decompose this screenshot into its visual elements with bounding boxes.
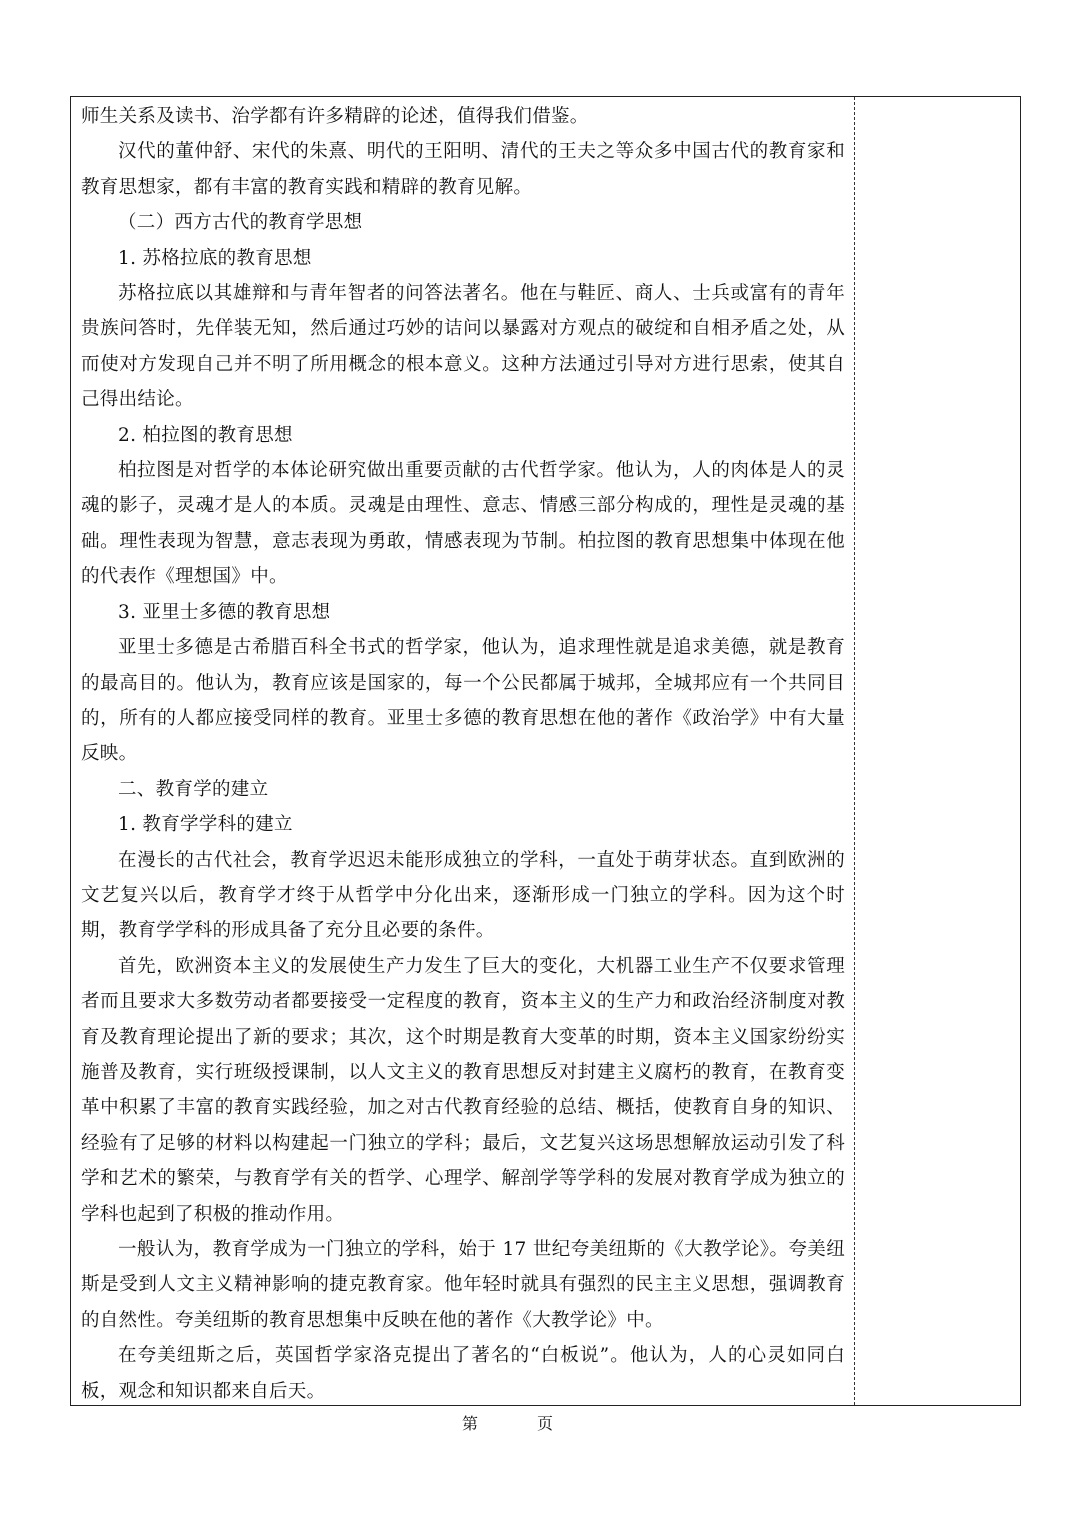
footer-page-prefix: 第 bbox=[462, 1414, 479, 1433]
subsection-heading: 3. 亚里士多德的教育思想 bbox=[118, 601, 331, 623]
paragraph: 柏拉图是对哲学的本体论研究做出重要贡献的古代哲学家。他认为，人的肉体是人的灵魂的影子，灵魂才是人的本质。灵魂是由理性、意志、情感三部分构成的，理性是灵魂的基础。理性表现为智慧，意志表现为勇敢，情感表现为节制。柏拉图的教育思想集中体现在他的代表作《理想国》中。 bbox=[81, 460, 845, 588]
page-table bbox=[70, 96, 1021, 1406]
subsection-heading: 1. 苏格拉底的教育思想 bbox=[118, 247, 312, 269]
section-heading: 二、教育学的建立 bbox=[118, 778, 269, 800]
paragraph: 苏格拉底以其雄辩和与青年智者的问答法著名。他在与鞋匠、商人、士兵或富有的青年贵族问答时，先佯装无知，然后通过巧妙的诘问以暴露对方观点的破绽和自相矛盾之处，从而使对方发现自己并不明了所用概念的根本意义。这种方法通过引导对方进行思索，使其自己得出结论。 bbox=[81, 283, 845, 411]
subsection-heading: 2. 柏拉图的教育思想 bbox=[118, 424, 293, 446]
subsection-heading: 1. 教育学学科的建立 bbox=[118, 814, 293, 836]
body-text bbox=[81, 99, 845, 1409]
main-content-column bbox=[71, 97, 855, 1405]
paragraph: 在漫长的古代社会，教育学迟迟未能形成独立的学科，一直处于萌芽状态。直到欧洲的文艺复兴以后，教育学才终于从哲学中分化出来，逐渐形成一门独立的学科。因为这个时期，教育学学科的形成具备了充分且必要的条件。 bbox=[81, 849, 845, 942]
paragraph-continuation: 师生关系及读书、治学都有许多精辟的论述，值得我们借鉴。 bbox=[81, 106, 589, 127]
paragraph: 亚里士多德是古希腊百科全书式的哲学家，他认为，追求理性就是追求美德，就是教育的最高目的。他认为，教育应该是国家的，每一个公民都属于城邦，全城邦应有一个共同目的，所有的人都应接受同样的教育。亚里士多德的教育思想在他的著作《政治学》中有大量反映。 bbox=[81, 637, 845, 765]
paragraph: 在夸美纽斯之后，英国哲学家洛克提出了著名的“白板说”。他认为，人的心灵如同白板，观念和知识都来自后天。 bbox=[81, 1345, 845, 1402]
paragraph: 一般认为，教育学成为一门独立的学科，始于 17 世纪夸美纽斯的《大教学论》。夸美纽斯是受到人文主义精神影响的捷克教育家。他年轻时就具有强烈的民主主义思想，强调教育的自然性。夸美纽斯的教育思想集中反映在他的著作《大教学论》中。 bbox=[81, 1239, 845, 1331]
notes-column bbox=[855, 97, 1020, 1405]
paragraph: 汉代的董仲舒、宋代的朱熹、明代的王阳明、清代的王夫之等众多中国古代的教育家和教育思想家，都有丰富的教育实践和精辟的教育见解。 bbox=[81, 141, 845, 198]
paragraph: 首先，欧洲资本主义的发展使生产力发生了巨大的变化，大机器工业生产不仅要求管理者而且要求大多数劳动者都要接受一定程度的教育，资本主义的生产力和政治经济制度对教育及教育理论提出了新的要求；其次，这个时期是教育大变革的时期，资本主义国家纷纷实施普及教育，实行班级授课制，以人文主义的教育思想反对封建主义腐朽的教育，在教育变革中积累了丰富的教育实践经验，加之对古代教育经验的总结、概括，使教育自身的知识、经验有了足够的材料以构建起一门独立的学科；最后，文艺复兴这场思想解放运动引发了科学和艺术的繁荣，与教育学有关的哲学、心理学、解剖学等学科的发展对教育学成为独立的学科也起到了积极的推动作用。 bbox=[81, 955, 845, 1225]
footer-page-suffix: 页 bbox=[537, 1414, 554, 1433]
section-heading: （二）西方古代的教育学思想 bbox=[118, 212, 363, 234]
